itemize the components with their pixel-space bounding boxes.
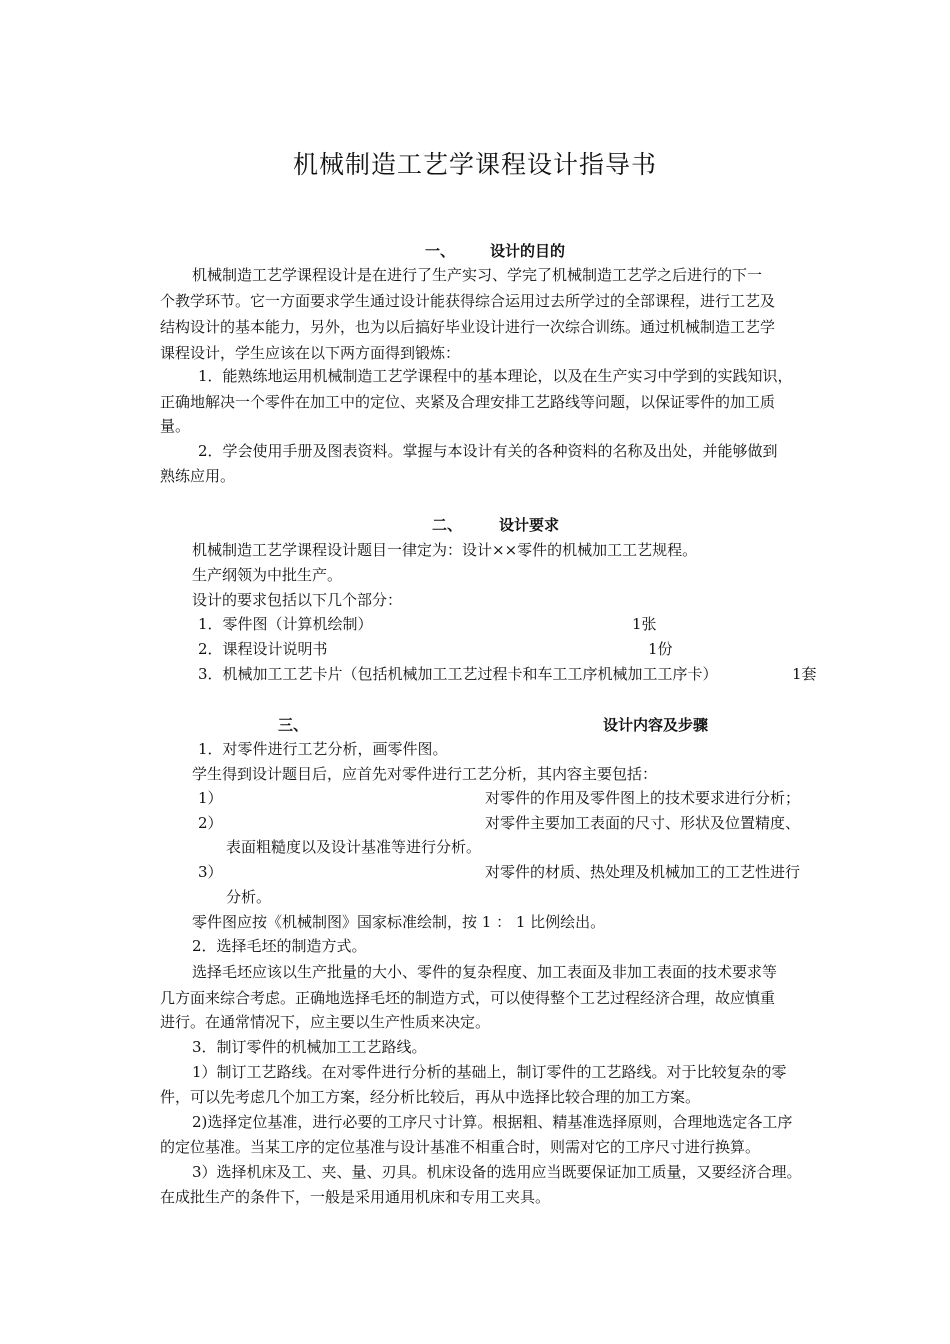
s2-line3: 设计的要求包括以下几个部分： bbox=[192, 591, 403, 609]
req-item-2-label: 2．课程设计说明书 bbox=[198, 640, 328, 658]
analysis-1-text: 对零件的作用及零件图上的技术要求进行分析； bbox=[485, 789, 801, 807]
analysis-2-cont: 表面粗糙度以及设计基准等进行分析。 bbox=[226, 838, 482, 856]
analysis-1-num: 1） bbox=[198, 789, 223, 807]
analysis-3-text: 对零件的材质、热处理及机械加工的工艺性进行 bbox=[485, 863, 801, 881]
req-item-1-label: 1．零件图（计算机绘制） bbox=[198, 615, 373, 633]
s1-item1-line2: 正确地解决一个零件在加工中的定位、夹紧及合理安排工艺路线等问题，以保证零件的加工质 bbox=[160, 393, 776, 411]
section2-title: 设计要求 bbox=[499, 516, 560, 534]
s1-para1-line2: 个教学环节。它一方面要求学生通过设计能获得综合运用过去所学过的全部课程，进行工艺及 bbox=[160, 292, 776, 310]
section1-number: 一、 bbox=[425, 242, 456, 260]
req-item-1-qty: 1张 bbox=[632, 615, 657, 633]
s2-line2: 生产纲领为中批生产。 bbox=[192, 566, 343, 584]
section3-number: 三、 bbox=[278, 716, 309, 734]
section1-title: 设计的目的 bbox=[490, 242, 566, 260]
analysis-2-num: 2） bbox=[198, 814, 223, 832]
req-item-2-qty: 1份 bbox=[648, 640, 673, 658]
section2-number: 二、 bbox=[432, 516, 463, 534]
s1-para1-line3: 结构设计的基本能力，另外，也为以后搞好毕业设计进行一次综合训练。通过机械制造工艺学 bbox=[160, 318, 776, 336]
s3-step2-line2: 几方面来综合考虑。正确地选择毛坯的制造方式，可以使得整个工艺过程经济合理，故应慎重 bbox=[160, 989, 776, 1007]
s3-sub2-line2: 的定位基准。当某工序的定位基准与设计基准不相重合时，则需对它的工序尺寸进行换算。 bbox=[160, 1138, 761, 1156]
s3-step3: 3．制订零件的机械加工工艺路线。 bbox=[192, 1038, 427, 1056]
s3-sub3-line2: 在成批生产的条件下，一般是采用通用机床和专用工夹具。 bbox=[160, 1188, 551, 1206]
s1-item2-line1: 2．学会使用手册及图表资料。掌握与本设计有关的各种资料的名称及出处，并能够做到 bbox=[198, 442, 778, 460]
analysis-2-text: 对零件主要加工表面的尺寸、形状及位置精度、 bbox=[485, 814, 801, 832]
s3-sub1-line2: 件，可以先考虑几个加工方案，经分析比较后，再从中选择比较合理的加工方案。 bbox=[160, 1088, 701, 1106]
s1-item1-line3: 量。 bbox=[160, 417, 191, 435]
s1-para1-line4: 课程设计，学生应该在以下两方面得到锻炼： bbox=[160, 344, 461, 362]
req-item-3-qty: 1套 bbox=[792, 665, 817, 683]
s3-sub2-line1: 2)选择定位基准，进行必要的工序尺寸计算。根据粗、精基准选择原则，合理地选定各工序 bbox=[192, 1113, 793, 1131]
req-item-3-label: 3．机械加工工艺卡片（包括机械加工工艺过程卡和车工工序机械加工工序卡） bbox=[198, 665, 718, 683]
section3-title: 设计内容及步骤 bbox=[603, 716, 709, 734]
analysis-3-cont: 分析。 bbox=[226, 888, 272, 906]
s3-step1-intro: 学生得到设计题目后，应首先对零件进行工艺分析，其内容主要包括： bbox=[192, 765, 658, 783]
s3-step2: 2．选择毛坯的制造方式。 bbox=[192, 937, 367, 955]
s3-sub1-line1: 1）制订工艺路线。在对零件进行分析的基础上，制订零件的工艺路线。对于比较复杂的零 bbox=[192, 1063, 787, 1081]
s1-item2-line2: 熟练应用。 bbox=[160, 467, 236, 485]
s1-item1-line1: 1．能熟练地运用机械制造工艺学课程中的基本理论，以及在生产实习中学到的实践知识， bbox=[198, 367, 793, 385]
s2-line1: 机械制造工艺学课程设计题目一律定为：设计××零件的机械加工工艺规程。 bbox=[192, 541, 698, 559]
s3-step2-line3: 进行。在通常情况下，应主要以生产性质来决定。 bbox=[160, 1013, 491, 1031]
s3-step1: 1．对零件进行工艺分析，画零件图。 bbox=[198, 740, 448, 758]
s1-para1-line1: 机械制造工艺学课程设计是在进行了生产实习、学完了机械制造工艺学之后进行的下一 bbox=[192, 266, 763, 284]
document-title: 机械制造工艺学课程设计指导书 bbox=[292, 150, 657, 179]
s3-sub3-line1: 3）选择机床及工、夹、量、刃具。机床设备的选用应当既要保证加工质量，又要经济合理。 bbox=[192, 1163, 802, 1181]
s3-step2-line1: 选择毛坯应该以生产批量的大小、零件的复杂程度、加工表面及非加工表面的技术要求等 bbox=[192, 963, 778, 981]
analysis-3-num: 3） bbox=[198, 863, 223, 881]
s3-drawing-note: 零件图应按《机械制图》国家标准绘制，按 1 ： 1 比例绘出。 bbox=[192, 913, 606, 931]
